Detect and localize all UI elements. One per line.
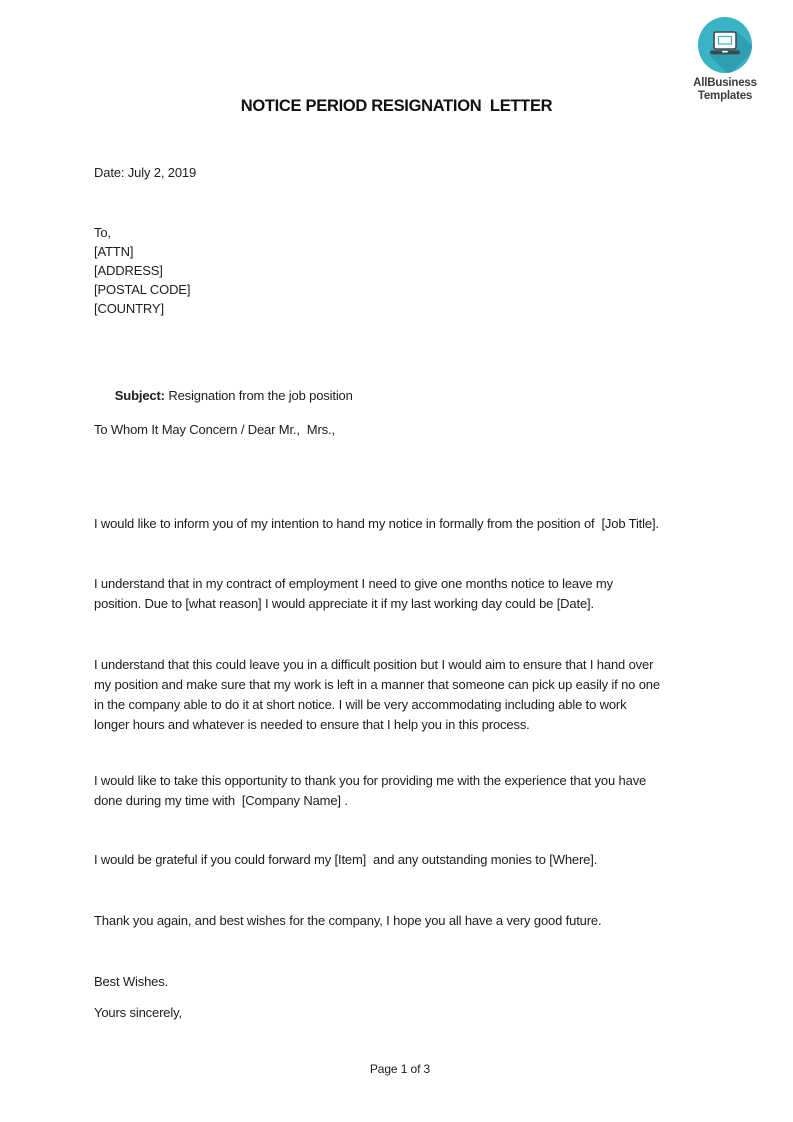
recipient-attn: [ATTN]	[94, 244, 134, 259]
laptop-logo-icon	[697, 17, 753, 75]
logo-text-line1: AllBusiness	[693, 77, 757, 89]
date-text: Date: July 2, 2019	[94, 165, 197, 180]
recipient-address: [ADDRESS]	[94, 263, 163, 278]
paragraph-line: I would like to inform you of my intention to hand my notice in formally from the position of [Job Title].	[94, 516, 659, 531]
paragraph-contract-notice	[94, 574, 734, 614]
paragraph-line: longer hours and whatever is needed to ensure that I help you in this process.	[94, 717, 530, 732]
closing-best-wishes	[94, 972, 734, 992]
paragraph-forward-items	[94, 850, 734, 870]
date-line	[94, 163, 734, 183]
recipient-postal-code: [POSTAL CODE]	[94, 282, 191, 297]
closing-yours-sincerely	[94, 1003, 734, 1023]
logo-text-line2: Templates	[697, 90, 753, 102]
page-number-footer: Page 1 of 3	[369, 1062, 431, 1076]
closing-text: Yours sincerely,	[94, 1005, 182, 1020]
closing-text: Best Wishes.	[94, 974, 169, 989]
recipient-to: To,	[94, 225, 111, 240]
paragraph-intention	[94, 514, 734, 534]
paragraph-line: Thank you again, and best wishes for the company, I hope you all have a very good future.	[94, 913, 602, 928]
subject-line	[94, 366, 734, 426]
paragraph-line: I would be grateful if you could forward my [Item] and any outstanding monies to [Where].	[94, 852, 598, 867]
recipient-country: [COUNTRY]	[94, 301, 164, 316]
paragraph-handover	[94, 655, 734, 735]
allbusinesstemplates-logo	[689, 17, 761, 103]
paragraph-line: I understand that in my contract of employment I need to give one months notice to leave my	[94, 576, 613, 591]
salutation-text: To Whom It May Concern / Dear Mr., Mrs.,	[94, 422, 335, 437]
paragraph-best-wishes-company	[94, 911, 734, 931]
paragraph-thanks-experience	[94, 771, 734, 811]
paragraph-line: done during my time with [Company Name] .	[94, 793, 348, 808]
paragraph-line: my position and make sure that my work is left in a manner that someone can pick up easily if no one	[94, 677, 660, 692]
recipient-block	[94, 223, 734, 318]
subject-label: Subject:	[114, 388, 165, 403]
paragraph-line: position. Due to [what reason] I would appreciate it if my last working day could be [Date].	[94, 596, 594, 611]
page-title: NOTICE PERIOD RESIGNATION LETTER	[240, 97, 553, 115]
salutation	[94, 420, 734, 440]
paragraph-line: in the company able to do it at short notice. I will be very accommodating including able to work	[94, 697, 627, 712]
paragraph-line: I understand that this could leave you in a difficult position but I would aim to ensure that I hand over	[94, 657, 654, 672]
paragraph-line: I would like to take this opportunity to thank you for providing me with the experience that you have	[94, 773, 647, 788]
subject-text: Resignation from the job position	[164, 388, 353, 403]
